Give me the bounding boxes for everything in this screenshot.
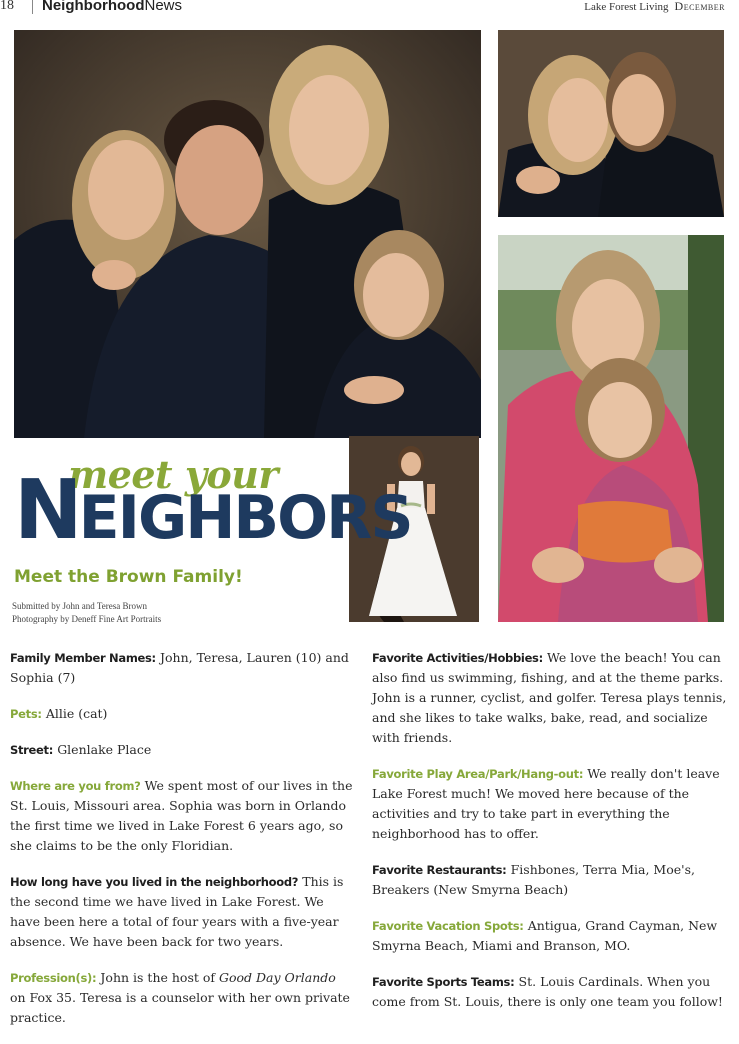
qa-play-area xyxy=(372,764,730,844)
qa-how-long xyxy=(10,872,355,952)
qa-sports-teams xyxy=(372,972,730,1012)
qa-label: Favorite Vacation Spots: xyxy=(372,919,524,933)
qa-value: We love the beach! You can also find us swimming, fishing, and at the theme parks. John is a runner, cyclist, and golfer. Teresa plays tennis, and she likes to take walks, bake, read, and socialize with friends. xyxy=(372,650,727,745)
section-title xyxy=(42,0,182,14)
mother-daughter-photo xyxy=(498,30,724,217)
qa-label: How long have you lived in the neighborhood? xyxy=(10,875,299,889)
right-qa-column xyxy=(372,648,730,1028)
qa-where-from xyxy=(10,776,355,856)
qa-label: Pets: xyxy=(10,707,42,721)
qa-value-part: on Fox 35. Teresa is a counselor with her own private practice. xyxy=(10,990,350,1025)
qa-value: This is the second time we have lived in Lake Forest. We have been here a total of four years with a five-year absence. We have been back for two years. xyxy=(10,874,344,949)
qa-value: Allie (cat) xyxy=(45,706,108,721)
feature-title-rest: EIGHBORS xyxy=(78,483,412,553)
tv-show-title: Good Day Orlando xyxy=(219,970,336,985)
qa-label: Favorite Play Area/Park/Hang-out: xyxy=(372,767,584,781)
qa-value: Antigua, Grand Cayman, New Smyrna Beach, Miami and Branson, MO. xyxy=(372,918,718,953)
section-title-bold: Neighborhood xyxy=(42,0,145,14)
sisters-outdoor-photo xyxy=(498,235,724,622)
magazine-name xyxy=(584,0,725,14)
qa-family-names xyxy=(10,648,355,688)
qa-street xyxy=(10,740,355,760)
photography-credit: Photography by Deneff Fine Art Portraits xyxy=(12,614,162,624)
qa-value: We really don't leave Lake Forest much! We moved here because of the activities and try to take part in everything the neighborhood has to offer. xyxy=(372,766,720,841)
qa-label: Favorite Restaurants: xyxy=(372,863,507,877)
qa-value-part: John is the host of xyxy=(100,970,216,985)
feature-subtitle: Meet the Brown Family! xyxy=(14,567,243,587)
qa-value: St. Louis Cardinals. When you come from St. Louis, there is only one team you follow! xyxy=(372,974,723,1009)
header-divider xyxy=(32,0,33,14)
qa-label: Family Member Names: xyxy=(10,651,156,665)
qa-pets xyxy=(10,704,355,724)
qa-activities xyxy=(372,648,730,748)
qa-restaurants xyxy=(372,860,730,900)
feature-title-top: meet your xyxy=(68,452,278,497)
section-title-light: News xyxy=(144,0,182,14)
qa-value: Glenlake Place xyxy=(57,742,152,757)
page-header xyxy=(0,0,739,18)
issue-month: December xyxy=(674,0,725,13)
qa-label: Favorite Sports Teams: xyxy=(372,975,515,989)
qa-label: Profession(s): xyxy=(10,971,97,985)
qa-label: Favorite Activities/Hobbies: xyxy=(372,651,543,665)
qa-value: We spent most of our lives in the St. Louis, Missouri area. Sophia was born in Orlando the first time we lived in Lake Forest 6 years ago, so she claims to be the only Floridian. xyxy=(10,778,353,853)
feature-title-initial: N xyxy=(14,463,79,558)
qa-value: John, Teresa, Lauren (10) and Sophia (7) xyxy=(10,650,349,685)
magazine-title: Lake Forest Living xyxy=(584,1,669,13)
qa-vacation-spots xyxy=(372,916,730,956)
submitted-by-credit: Submitted by John and Teresa Brown xyxy=(12,601,147,611)
page-number: 18 xyxy=(0,0,14,13)
qa-professions xyxy=(10,968,355,1028)
left-qa-column xyxy=(10,648,355,1044)
qa-value: Fishbones, Terra Mia, Moe's, Breakers (New Smyrna Beach) xyxy=(372,862,695,897)
feature-title-main xyxy=(14,463,412,558)
family-portrait-photo xyxy=(14,30,481,438)
qa-label: Where are you from? xyxy=(10,779,141,793)
qa-label: Street: xyxy=(10,743,54,757)
